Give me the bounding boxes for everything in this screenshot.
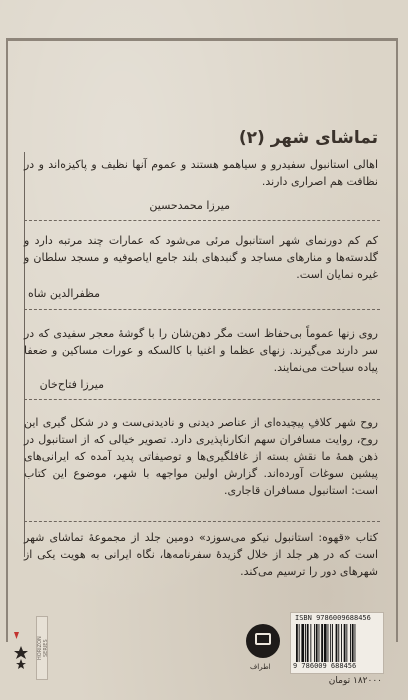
series-label-line-1: HORIZON bbox=[37, 636, 43, 660]
publisher-name: اطراف bbox=[250, 663, 271, 671]
quote-3-text: روی زنها عموماً بی‌حفاظ است مگر دهن‌شان را با گوشهٔ معجر سفیدی که در سر دارند می‌گیرند. زنهای عظما و اغنیا با کالسکه و عورات مساکین و ضعفا پیاده سیاحت می‌نمایند. bbox=[24, 327, 378, 374]
barcode-panel bbox=[290, 612, 384, 674]
separator-2 bbox=[24, 309, 380, 310]
quote-1-text: اهالی استانبول سفیدرو و سیاهمو هستند و عموم آنها نظیف و پاکیزه‌اند و در نظافت هم اصراری دارند. bbox=[24, 158, 378, 188]
series-label-line-2: SERIES bbox=[43, 639, 49, 657]
isbn-text: ISBN 9786009688456 bbox=[295, 614, 371, 622]
intro-paragraph: روح شهر کلافِ پیچیده‌ای از عناصر دیدنی و نادیدنی‌ست و در شکل گیری این روح، روایت مسافران سهم انکارناپذیری دارد. تصویر خیالی که از استانبول در ذهن همهٔ ما نقش بسته از غافلگیری‌ها و توصیفاتی پدید آمده که ایرانی‌های پیشین سوغات آورده‌اند. گزارش اولین مواجهه با شهر، موضوع این کتاب است: استانبول مسافران قاجاری. bbox=[24, 416, 378, 497]
series-label-strip bbox=[36, 616, 48, 680]
barcode-icon bbox=[295, 624, 379, 662]
separator-4 bbox=[24, 521, 380, 522]
separator-3 bbox=[24, 399, 380, 400]
publisher-badge-icon bbox=[246, 624, 280, 658]
price-label: ۱۸۲۰۰۰ تومان bbox=[328, 676, 382, 686]
barcode-number: 9 786009 688456 bbox=[293, 662, 357, 670]
quote-2-text: کم کم دورنمای شهر استانبول مرئی می‌شود که عمارات چند مرتبه دارد و گلدسته‌ها و منارهای مساجد و گنبدهای بلند جامع ایاصوفیه و مسجد سلطان و غیره نمایان است. bbox=[24, 234, 378, 281]
closing-paragraph: کتاب «قهوه: استانبول نیکو می‌سوزد» دومین جلد از مجموعهٔ تماشای شهر است که در هر جلد از خلال گزیدهٔ سفرنامه‌ها، نگاه ایرانی به هویت یکی از شهرهای دور را ترسیم می‌کند. bbox=[24, 531, 378, 578]
quote-3-author: میرزا فتاح‌خان bbox=[39, 378, 104, 391]
separator-1 bbox=[24, 220, 380, 221]
publisher-badge-frame bbox=[255, 633, 271, 645]
book-title: تماشای شهر (۲) bbox=[238, 128, 378, 148]
publisher-star-logo-icon bbox=[10, 630, 32, 670]
quote-1-author: میرزا محمدحسین bbox=[149, 199, 230, 212]
quote-2-author: مظفرالدین شاه bbox=[28, 287, 100, 300]
